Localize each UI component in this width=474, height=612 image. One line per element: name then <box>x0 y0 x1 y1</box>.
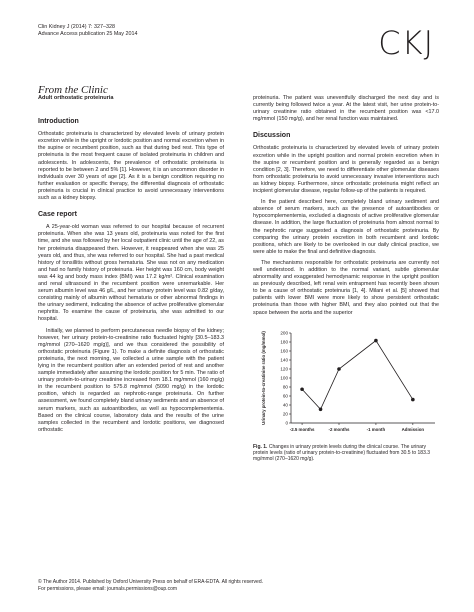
left-column <box>38 95 224 438</box>
y-axis-label: Urinary protein-to-creatinine ratio (mg/mmol) <box>261 330 266 425</box>
y-tick-label: 120 <box>280 366 288 372</box>
data-point <box>411 397 415 401</box>
y-tick-label: 160 <box>280 348 288 354</box>
series-line <box>302 340 413 409</box>
figure-caption-text: Changes in urinary protein levels during the clinical course. The urinary protein levels (ratio of urinary protein-to-creatinine) fluctuated from 30.5 to 183.3 mg/mmol (270–1620 mg/g). <box>253 443 431 463</box>
discussion-paragraph-2: In the patient described here, completely bland urinary sediment and absence of serum markers, such as the presence of autoantibodies or hypocomplementemia, excluded a diagnosis of active proliferative glomerular disease. In addition, the large fluctuation of proteinuria from almost normal to the nephrotic range suggested a diagnosis of orthostatic proteinuria. By comparing the urinary protein excretion in both recumbent and lordotic positions, which are likely to be overlooked in our daily clinical practice, we were able to make the final and definitive diagnosis. <box>253 199 439 255</box>
y-tick-label: 140 <box>280 357 288 363</box>
discussion-heading: Discussion <box>253 132 291 140</box>
journal-header <box>38 24 138 38</box>
y-tick-label: 80 <box>282 384 288 390</box>
data-point <box>337 367 341 371</box>
proteinuria-chart <box>253 327 439 442</box>
discussion-paragraph-1: Orthostatic proteinuria is characterized by elevated levels of urinary protein excretion while in the upright position and normal protein excretion when in the supine or recumbent position and is generally regarded as a benign condition [2, 3]. Therefore, we need to differentiate other glomerular diseases from orthostatic proteinuria to avoid unnecessary invasive interventions such as kidney biopsy. Furthermore, since orthostatic proteinuria might reflect an incipient glomerular disease, regular follow-up of the patients is required. <box>253 145 439 195</box>
intro-paragraph: Orthostatic proteinuria is characterized by elevated levels of urinary protein excretion while in the upright or lordotic position and normal excretion when in the supine or recumbent position, such as that during bed rest. This type of proteinuria is the most frequent cause of isolated proteinuria in children and adolescents. In adolescents, the prevalence of orthostatic proteinuria is reported to be between 2 and 5% [1]. However, it is an uncommon disorder in individuals over 30 years of age [2]. As it is a benign condition requiring no further evaluation or specific therapy, the differential diagnosis of orthostatic proteinuria is crucial in clinical practice to avoid unnecessary interventions such as a kidney biopsy. <box>38 131 224 202</box>
x-tick-label: Admission <box>401 426 425 432</box>
journal-citation: Clin Kidney J (2014) 7: 327–328 <box>38 24 116 30</box>
continued-paragraph: proteinuria. The patient was uneventfully discharged the next day and is currently being followed twice a year. At the latest visit, her urine protein-to-urinary creatinine ratio obtained in the recumbent position was <17.0 mg/mmol (150 mg/g), and her renal function was maintained. <box>253 95 439 123</box>
x-tick-label: -1 month <box>366 426 386 432</box>
data-point <box>374 338 378 342</box>
y-tick-label: 0 <box>285 420 288 426</box>
introduction-heading: Introduction <box>38 118 79 126</box>
advance-access: Advance Access publication 25 May 2014 <box>38 31 138 38</box>
data-point <box>319 407 323 411</box>
ckj-logo: CKJ <box>378 24 434 62</box>
x-tick-label: -2 months <box>328 426 350 432</box>
figure-caption-label: Fig. 1. <box>253 443 268 450</box>
permissions-line: For permissions, please email: journals.permissions@oup.com <box>38 585 178 592</box>
figure-1 <box>253 327 439 442</box>
case-report-heading: Case report <box>38 211 77 219</box>
discussion-paragraph-3: The mechanisms responsible for orthostatic proteinuria are currently not well understood. In addition to the normal variant, subtle glomerular abnormality and exaggerated hemodynamic response in the upright position as previously described, left renal vein entrapment has recently been shown to be a cause of orthostatic proteinuria [1, 4]. Milani et al. [5] showed that patients with lower BMI were more likely to show persistent orthostatic proteinuria than those with higher BMI, and they also pointed out that the space between the aorta and the superior <box>253 259 439 316</box>
x-tick-label: -2.5 months <box>289 426 315 432</box>
section-title: From the Clinic <box>38 84 108 96</box>
article-title: Adult orthostatic proteinuria <box>38 95 114 101</box>
case-paragraph-2: Initially, we planned to perform percutaneous needle biopsy of the kidney; however, her urinary protein-to-creatinine ratio fluctuated highly [30.5–183.3 mg/mmol (270–1620 mg/g)], and we thus considered the possibility of orthostatic proteinuria (Figure 1). To make a definite diagnosis of orthostatic proteinuria, the next morning, we collected a urine sample with the patient lying in the recumbent position after an extended period of rest and another sample immediately after assuming the lordotic position for 5 min. The ratio of urinary protein-to-urinary creatinine increased from 18.1 mg/mmol (160 mg/g) in the recumbent position to 575.8 mg/mmol (5090 mg/g) in the lordotic position, which is regarded as nephrotic-range proteinuria. On further assessment, we found completely bland urinary sediments and an absence of serum markers, such as autoantibodies, as well as hypocomplementemia. Based on the clinical course, laboratory data and the results of the urine samples collected in the recumbent and lordotic positions, we diagnosed orthostatic <box>38 327 224 433</box>
copyright-line: © The Author 2014. Published by Oxford University Press on behalf of ERA-EDTA. All rights reserved. <box>38 579 263 586</box>
figure-caption <box>253 444 439 463</box>
y-tick-label: 180 <box>280 339 288 345</box>
y-tick-label: 20 <box>282 411 288 417</box>
y-tick-label: 100 <box>280 375 288 381</box>
y-tick-label: 40 <box>282 402 288 408</box>
y-tick-label: 60 <box>282 393 288 399</box>
y-tick-label: 200 <box>280 330 288 336</box>
copyright-footer <box>38 579 263 592</box>
case-paragraph-1: A 25-year-old woman was referred to our hospital because of recurrent proteinuria. When she was 13 years old, proteinuria was noted for the first time, and she was followed by her local outpatient clinic until the age of 22, as her proteinuria disappeared then. However, it reappeared when she was 25 years old, and thus, she was referred to our hospital. She had a past medical history of tonsillitis without gross hematuria. She was not on any medication and had no family history of proteinuria. Her height was 160 cm, body weight was 44 kg and body mass index (BMI) was 17.2 kg/m². Clinical examination and renal ultrasound in the recumbent position were unremarkable. Her serum albumin level was 46 g/L, and her urinary protein level was 0.82 g/day, consisting mainly of albumin without hematuria or other abnormal findings in the urinary sediment, indicating the absence of active proliferative glomerular nephritis. To examine the cause of proteinuria, she was admitted to our hospital. <box>38 224 224 323</box>
data-point <box>300 387 304 391</box>
right-column <box>253 95 439 462</box>
